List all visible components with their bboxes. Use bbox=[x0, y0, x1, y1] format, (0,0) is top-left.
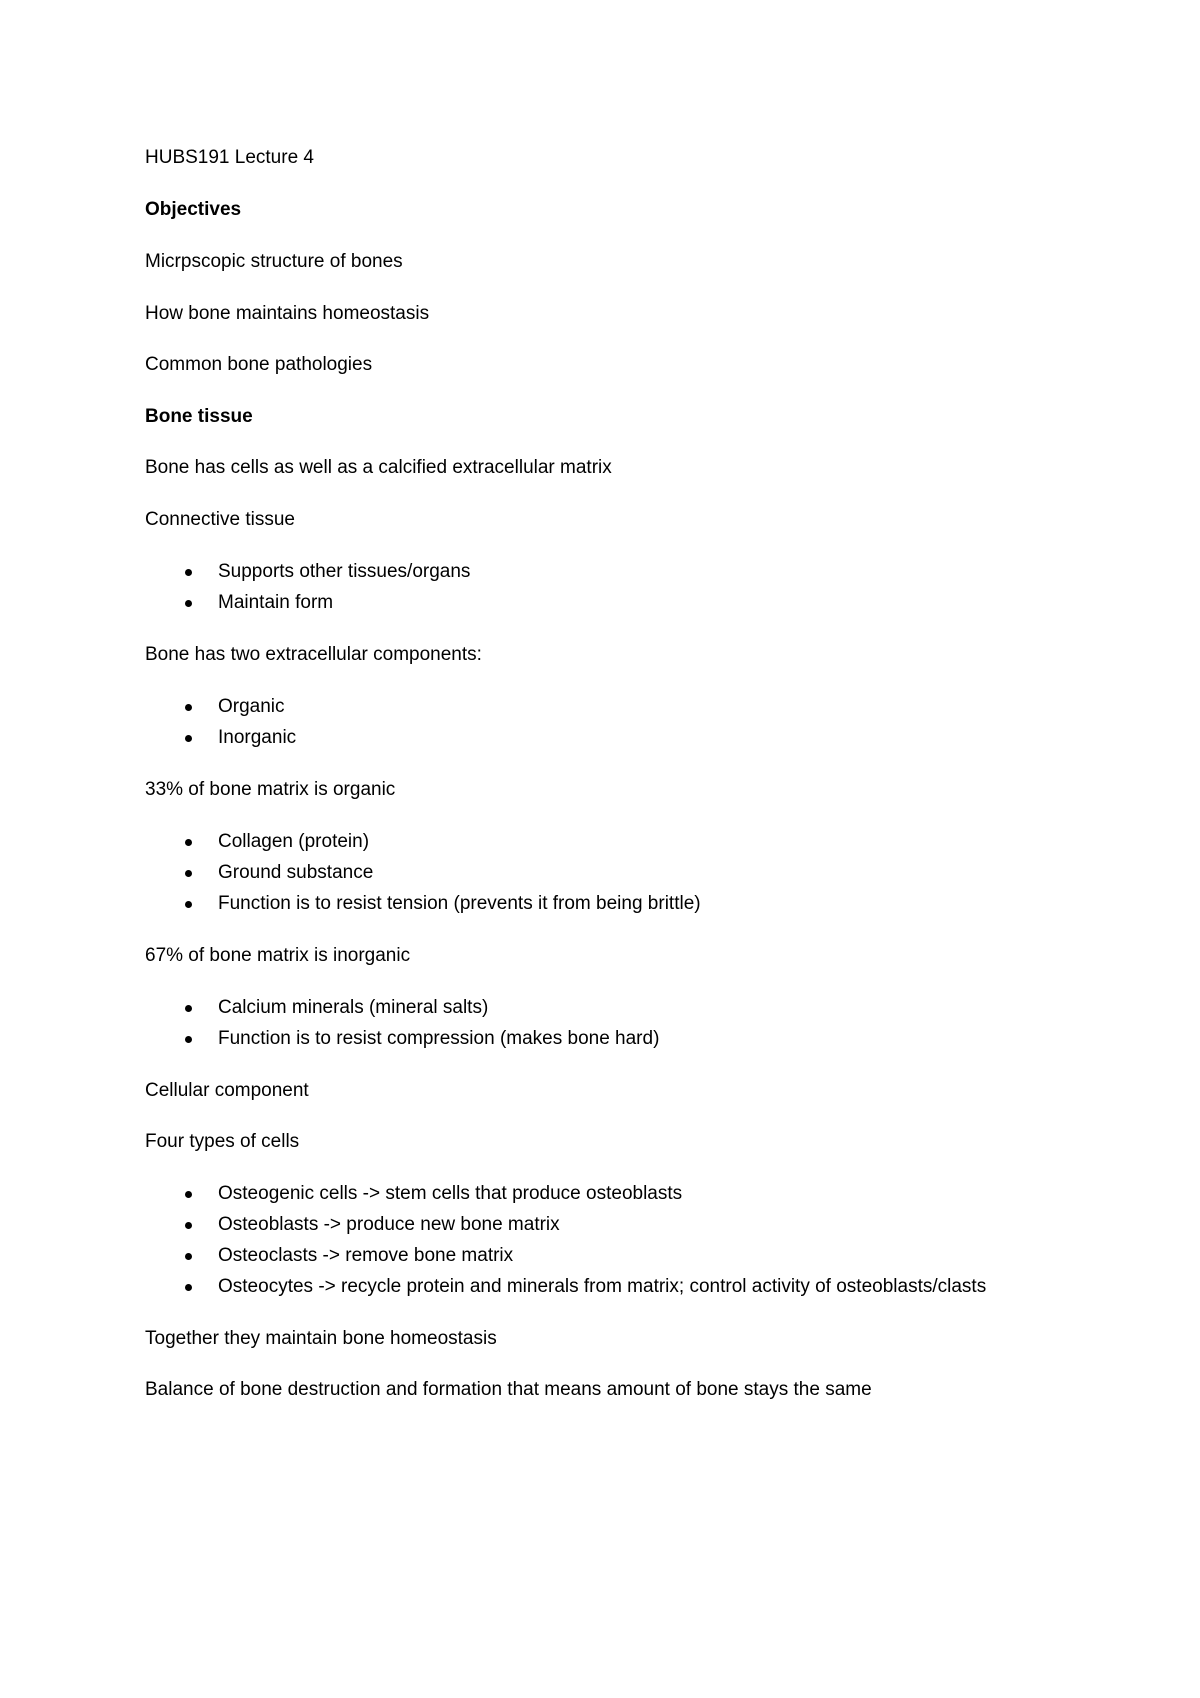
together-text: Together they maintain bone homeostasis bbox=[145, 1328, 497, 1349]
bullet-icon bbox=[185, 870, 192, 877]
bullet-icon bbox=[185, 901, 192, 908]
bullet-icon bbox=[185, 1222, 192, 1229]
bullet-icon bbox=[185, 735, 192, 742]
bullet-icon bbox=[185, 1036, 192, 1043]
bone-tissue-intro: Bone has cells as well as a calcified extracellular matrix bbox=[145, 457, 612, 478]
document-title: HUBS191 Lecture 4 bbox=[145, 147, 314, 168]
organic-label: 33% of bone matrix is organic bbox=[145, 779, 396, 800]
bone-tissue-heading: Bone tissue bbox=[145, 406, 253, 427]
cells-label: Four types of cells bbox=[145, 1131, 300, 1152]
objectives-heading: Objectives bbox=[145, 199, 242, 220]
connective-tissue-label: Connective tissue bbox=[145, 509, 295, 530]
inorganic-label: 67% of bone matrix is inorganic bbox=[145, 945, 411, 966]
bullet-icon bbox=[185, 1253, 192, 1260]
bullet-icon bbox=[185, 1005, 192, 1012]
bullet-icon bbox=[185, 600, 192, 607]
bullet-icon bbox=[185, 569, 192, 576]
bullet-icon bbox=[185, 839, 192, 846]
bullet-icon bbox=[185, 704, 192, 711]
document-page: HUBS191 Lecture 4 Objectives Micrpscopic structure of bones How bone maintains homeostasis Common bone pathologies Bone tissue Bone has cells as well as a calcified extracellular matrix Connective tissue Supports other tissues/organs Maintain form Bone has two extracellular components: Organic Inorganic 33% of bone matrix is organic Collagen (protein) Ground substance Function is to resist tension (prevents it from being brittle) 67% of bone matrix is inorganic Calcium minerals (mineral salts) Function is to resist compression (makes bone hard) Cellular component Four types of cells Osteogenic cells -> stem cells that produce osteoblasts Osteoblasts -> produce new bone matrix Osteoclasts -> remove bone matrix Osteocytes -> recycle protein and minerals from matrix; control activity of osteoblasts/clasts Together they maintain bone homeostasis Balance of bone destruction and formation that means amount of bone stays the same bbox=[145, 147, 987, 1400]
extracellular-label: Bone has two extracellular components: bbox=[145, 644, 482, 665]
objective-item: Micrpscopic structure of bones bbox=[145, 251, 403, 272]
objective-item: Common bone pathologies bbox=[145, 354, 373, 375]
bullet-icon bbox=[185, 1191, 192, 1198]
cellular-component-label: Cellular component bbox=[145, 1080, 309, 1101]
bullet-icon bbox=[185, 1284, 192, 1291]
balance-text: Balance of bone destruction and formation that means amount of bone stays the same bbox=[145, 1379, 872, 1400]
objective-item: How bone maintains homeostasis bbox=[145, 303, 430, 324]
